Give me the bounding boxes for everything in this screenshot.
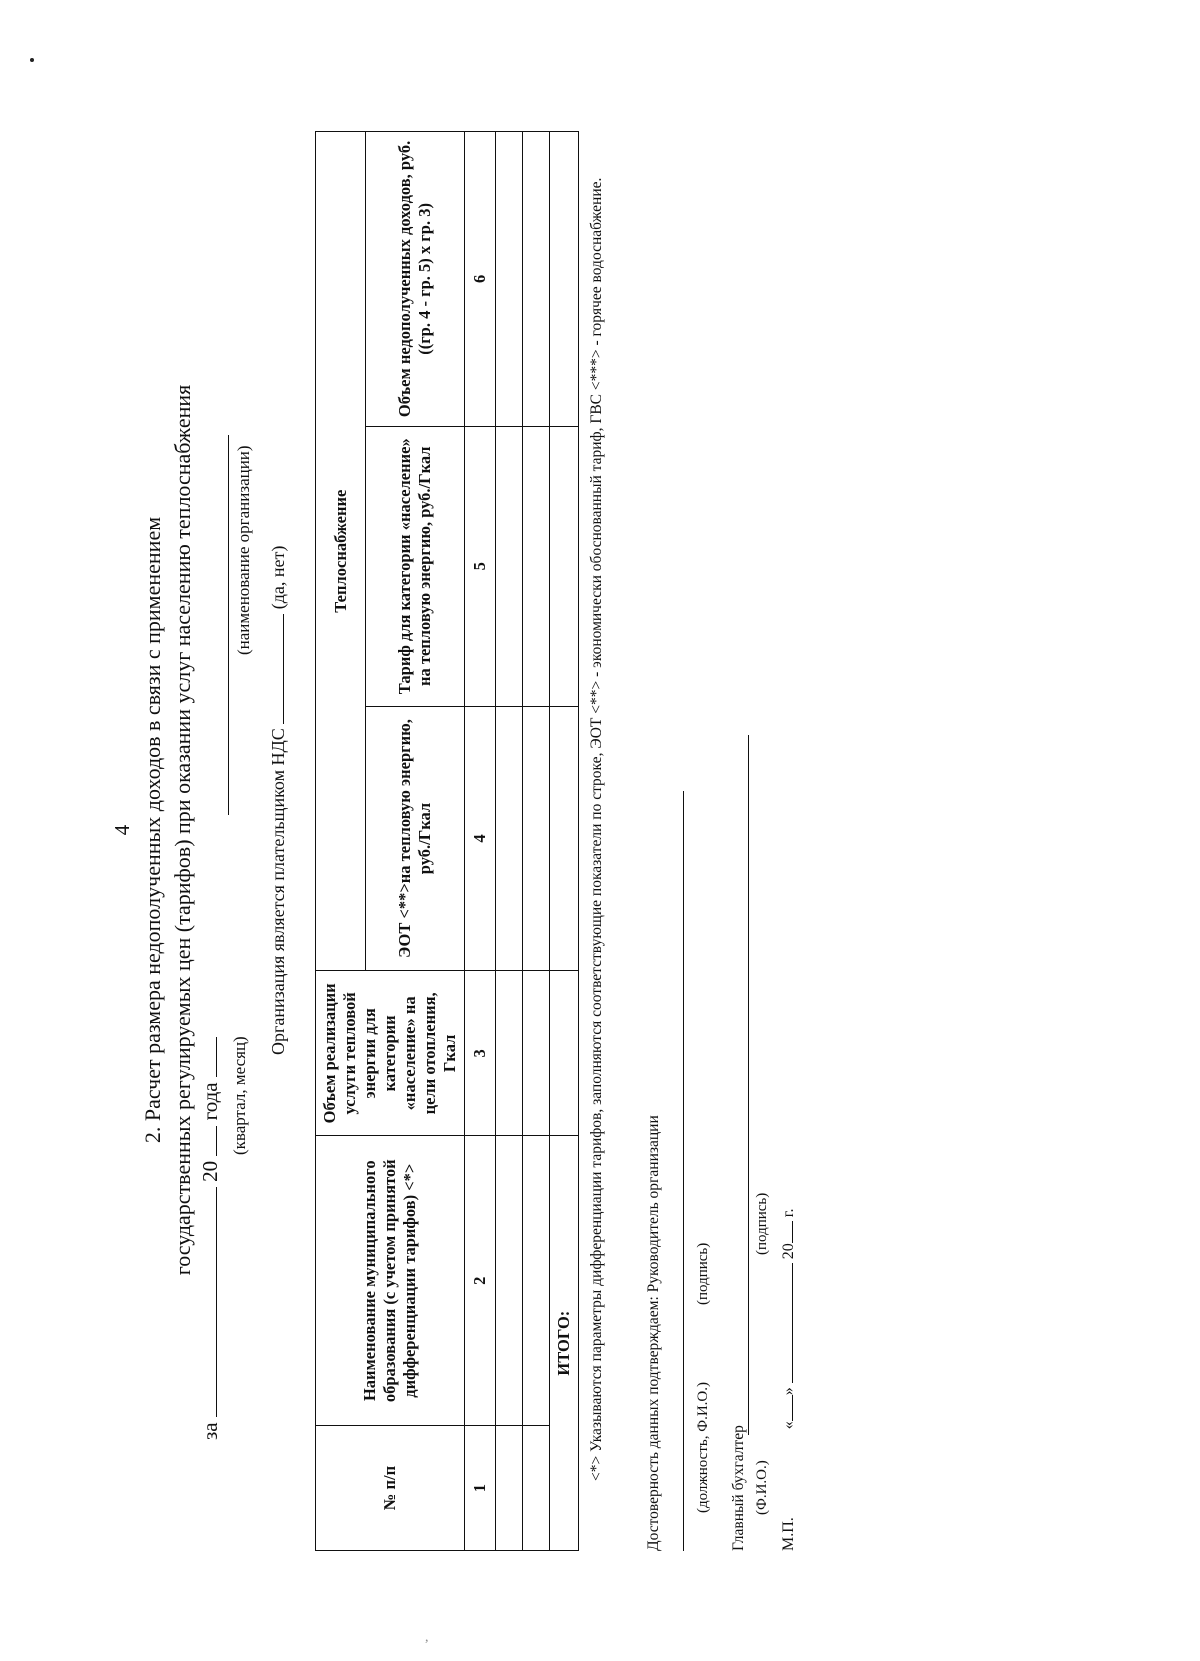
- table-cell[interactable]: [496, 132, 523, 427]
- table-cell[interactable]: [550, 971, 579, 1136]
- signature-caption: (подпись): [695, 1242, 711, 1305]
- total-row: [550, 132, 579, 1551]
- director-signature-line[interactable]: [683, 791, 684, 1551]
- col-number: 1: [465, 1426, 496, 1551]
- year-prefix: 20: [780, 1243, 797, 1260]
- table-cell[interactable]: [550, 706, 579, 971]
- table-cell[interactable]: [523, 132, 550, 427]
- col-number: 5: [465, 426, 496, 706]
- day-blank[interactable]: [791, 1395, 793, 1421]
- date-line: [780, 1208, 798, 1551]
- stamp-label: М.П.: [780, 1517, 797, 1551]
- col-number: 3: [465, 971, 496, 1136]
- scan-speck: [30, 58, 34, 62]
- rotated-document: [110, 85, 1120, 1575]
- year-blank-2[interactable]: [791, 1221, 793, 1243]
- total-label: ИТОГО:: [550, 1136, 579, 1551]
- table-cell[interactable]: [496, 706, 523, 971]
- confirm-text: Достоверность данных подтверждаем: Руководитель организации: [645, 1115, 662, 1551]
- period-suffix: года: [198, 1082, 222, 1121]
- header-volume: Объем реализации услуги тепловой энергии для категории «население» на цели отопления, Гкал: [316, 971, 465, 1136]
- organization-caption: (наименование организации): [234, 445, 253, 655]
- vat-line: [268, 546, 289, 1055]
- month-blank[interactable]: [791, 1263, 793, 1383]
- table-row: [523, 132, 550, 1551]
- table-cell[interactable]: [496, 971, 523, 1136]
- suffix-blank: [215, 1037, 217, 1077]
- period-caption: (квартал, месяц): [230, 1036, 249, 1155]
- quote-open: «: [780, 1421, 797, 1430]
- document-title: [138, 85, 198, 1575]
- vat-label: Организация является плательщиком НДС: [268, 728, 288, 1055]
- header-group: Теплоснабжение: [316, 132, 366, 971]
- loss-table: [315, 131, 579, 1551]
- title-line-2: государственных регулируемых цен (тарифов) при оказании услуг населению теплоснабжения: [170, 384, 195, 1276]
- fio-caption: (Ф.И.О.): [754, 1460, 770, 1515]
- year-suffix: г.: [780, 1208, 797, 1218]
- signature-caption-2: (подпись): [754, 1192, 770, 1255]
- accountant-label: Главный бухгалтер: [730, 1425, 747, 1551]
- col-number: 6: [465, 132, 496, 427]
- organization-blank[interactable]: [228, 435, 229, 815]
- period-line: [198, 1037, 223, 1440]
- year-blank[interactable]: [215, 1126, 217, 1156]
- column-number-row: [465, 132, 496, 1551]
- col-number: 2: [465, 1136, 496, 1426]
- table-cell[interactable]: [523, 971, 550, 1136]
- col-number: 4: [465, 706, 496, 971]
- table-cell[interactable]: [496, 1426, 523, 1551]
- title-line-1: 2. Расчет размера недополученных доходов в связи с применением: [140, 516, 165, 1144]
- period-prefix: за: [198, 1422, 222, 1440]
- quote-close: »: [780, 1387, 797, 1396]
- position-caption: (должность, Ф.И.О.): [695, 1382, 711, 1513]
- table-cell[interactable]: [496, 426, 523, 706]
- scan-mark: ,: [425, 1630, 429, 1645]
- header-loss: Объем недополученных доходов, руб. ((гр. 4 - гр. 5) х гр. 3): [366, 132, 465, 427]
- period-blank[interactable]: [215, 1187, 217, 1417]
- table-cell[interactable]: [496, 1136, 523, 1426]
- footnote: <*> Указываются параметры дифференциации тарифов, заполняются соответствующие показатели по строке, ЭОТ <**> - экономически обоснованный тариф, ГВС <***> - горячее водоснабжение.: [588, 177, 605, 1481]
- header-num: № п/п: [316, 1426, 465, 1551]
- vat-caption: (да, нет): [268, 545, 288, 610]
- table-cell[interactable]: [523, 1136, 550, 1426]
- table-cell[interactable]: [550, 132, 579, 427]
- vat-blank[interactable]: [282, 614, 284, 724]
- header-eot: ЭОТ <**>на тепловую энергию, руб./Гкал: [366, 706, 465, 971]
- period-century: 20: [198, 1160, 222, 1182]
- header-name: Наименование муниципального образования (с учетом принятой дифференциации тарифов) <*>: [316, 1136, 465, 1426]
- table-cell[interactable]: [523, 426, 550, 706]
- table-cell[interactable]: [523, 706, 550, 971]
- accountant-signature-line[interactable]: [748, 735, 749, 1435]
- table-cell[interactable]: [523, 1426, 550, 1551]
- header-row-1: [316, 132, 366, 1551]
- table-row: [496, 132, 523, 1551]
- table-cell[interactable]: [550, 426, 579, 706]
- header-tariff: Тариф для категории «население» на тепловую энергию, руб./Гкал: [366, 426, 465, 706]
- page-number: 4: [110, 824, 134, 836]
